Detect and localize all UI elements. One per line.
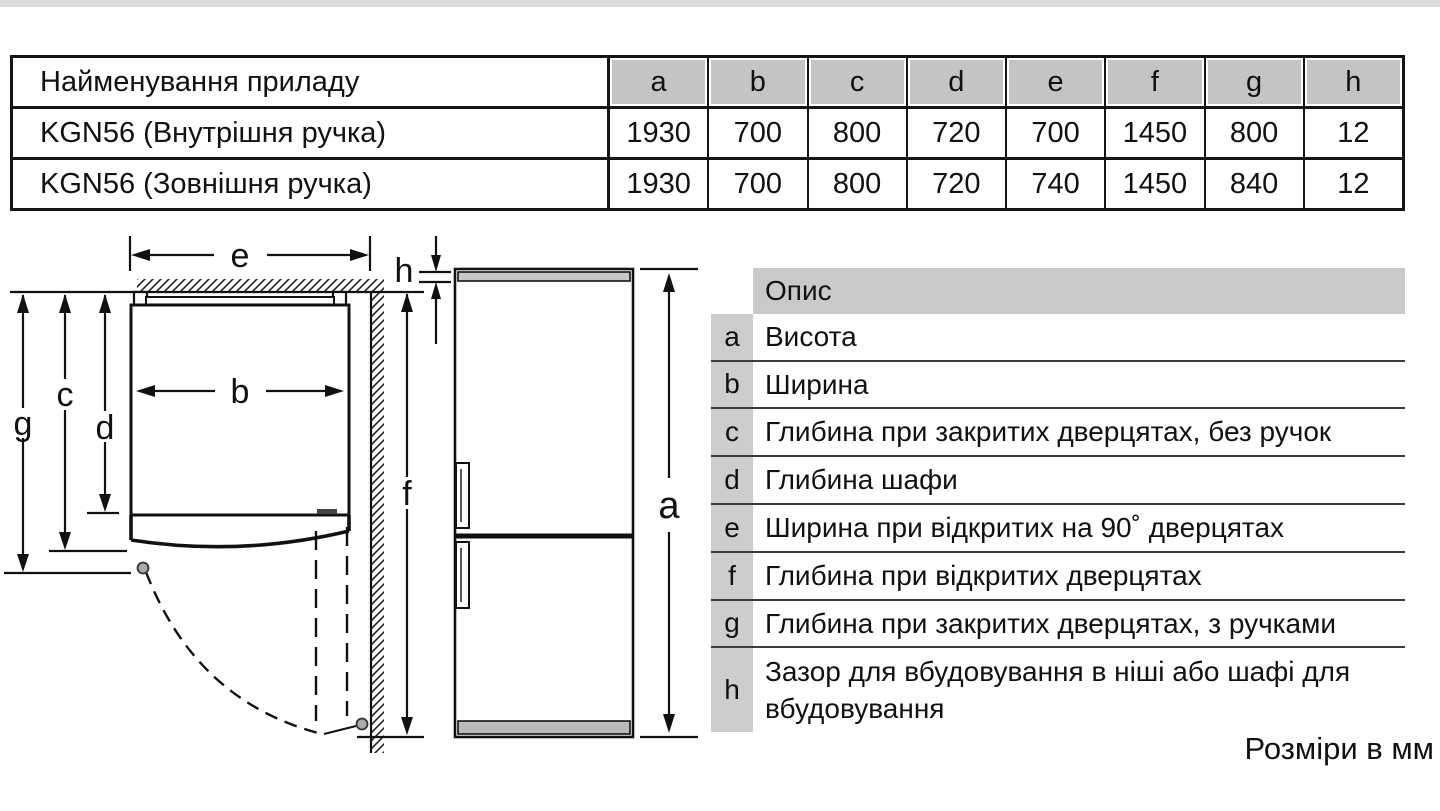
spec-table	[10, 55, 1405, 211]
value-d: 720	[908, 109, 1007, 157]
appliance-plinth	[458, 721, 630, 734]
legend-row-a	[711, 314, 1405, 362]
spec-col-header-h: h	[1305, 58, 1402, 106]
upper-door-handle	[456, 463, 469, 528]
door-pivot-right	[357, 719, 368, 730]
door-pivot-left	[138, 563, 149, 574]
legend-key: d	[711, 457, 753, 503]
legend-row-b	[711, 362, 1405, 410]
value-b: 700	[709, 109, 808, 157]
dimension-legend	[711, 268, 1405, 732]
dimension-diagram	[0, 228, 710, 803]
value-c: 800	[809, 160, 908, 208]
spec-table-row-inner-handle	[13, 109, 1402, 160]
legend-key-spacer	[711, 268, 753, 314]
door-bottom-connector	[324, 726, 356, 734]
legend-row-f	[711, 553, 1405, 601]
legend-header-label: Опис	[753, 268, 1405, 314]
value-b: 700	[709, 160, 808, 208]
appliance-top-view	[131, 292, 368, 734]
dim-label-g: g	[13, 405, 33, 443]
model-name: KGN56 (Внутрішня ручка)	[13, 109, 610, 157]
legend-desc: Глибина при закритих дверцятах, з ручками	[765, 607, 1337, 639]
legend-key: f	[711, 553, 753, 599]
spec-col-header-c: c	[809, 58, 908, 106]
value-e: 700	[1007, 109, 1106, 157]
dim-label-a: a	[658, 485, 680, 527]
value-h: 12	[1305, 160, 1402, 208]
page-top-strip	[0, 0, 1440, 7]
spec-table-header-row	[13, 58, 1402, 109]
door-swing-arc	[146, 572, 322, 734]
appliance-body	[455, 269, 633, 737]
legend-desc: Глибина шафи	[765, 464, 958, 496]
value-f: 1450	[1106, 109, 1205, 157]
value-g: 840	[1206, 160, 1305, 208]
lower-door-handle	[456, 542, 469, 608]
dim-label-f: f	[402, 475, 412, 513]
dim-label-d: d	[95, 409, 115, 447]
value-d: 720	[908, 160, 1007, 208]
value-a: 1930	[610, 109, 709, 157]
dim-f	[357, 293, 424, 737]
spec-table-row-outer-handle	[13, 160, 1402, 208]
legend-desc: Ширина	[765, 368, 869, 400]
spec-col-header-e: e	[1007, 58, 1106, 106]
units-note: Розміри в мм	[1244, 731, 1434, 766]
dim-label-e: e	[230, 237, 250, 275]
legend-row-d	[711, 457, 1405, 505]
dim-label-c: c	[56, 376, 74, 414]
legend-row-g	[711, 601, 1405, 649]
door-open-outline	[316, 527, 347, 721]
appliance-top-trim	[458, 272, 630, 281]
legend-desc: Висота	[765, 320, 857, 352]
value-h: 12	[1305, 109, 1402, 157]
spec-col-header-f: f	[1106, 58, 1205, 106]
legend-header-row	[711, 268, 1405, 314]
dim-e	[130, 236, 370, 271]
legend-desc: Глибина при закритих дверцятах, без ручок	[765, 416, 1332, 448]
legend-key: c	[711, 409, 753, 455]
spec-col-header-g: g	[1206, 58, 1305, 106]
legend-key: a	[711, 314, 753, 360]
legend-row-h	[711, 648, 1405, 732]
dim-h	[419, 236, 451, 344]
legend-key: g	[711, 601, 753, 647]
spec-name-header: Найменування приладу	[13, 58, 610, 106]
legend-row-c	[711, 409, 1405, 457]
model-name: KGN56 (Зовнішня ручка)	[13, 160, 610, 208]
value-e: 740	[1007, 160, 1106, 208]
legend-key: b	[711, 362, 753, 408]
value-c: 800	[809, 109, 908, 157]
dim-label-h: h	[394, 252, 414, 290]
legend-row-e	[711, 505, 1405, 553]
legend-desc: Ширина при відкритих на 90˚ дверцятах	[765, 511, 1285, 543]
legend-desc: Глибина при відкритих дверцятах	[765, 559, 1202, 591]
spec-col-header-b: b	[709, 58, 808, 106]
dim-label-b: b	[230, 373, 250, 411]
dim-d	[87, 294, 119, 513]
inner-handle-mark	[317, 509, 337, 514]
value-f: 1450	[1106, 160, 1205, 208]
appliance-front-view	[455, 269, 633, 737]
legend-desc: Зазор для вбудовування в ніші або шафі для вбудовування	[765, 655, 1351, 725]
spec-col-header-d: d	[908, 58, 1007, 106]
legend-key: h	[711, 648, 753, 732]
spec-col-header-a: a	[610, 58, 709, 106]
legend-key: e	[711, 505, 753, 551]
value-a: 1930	[610, 160, 709, 208]
value-g: 800	[1206, 109, 1305, 157]
